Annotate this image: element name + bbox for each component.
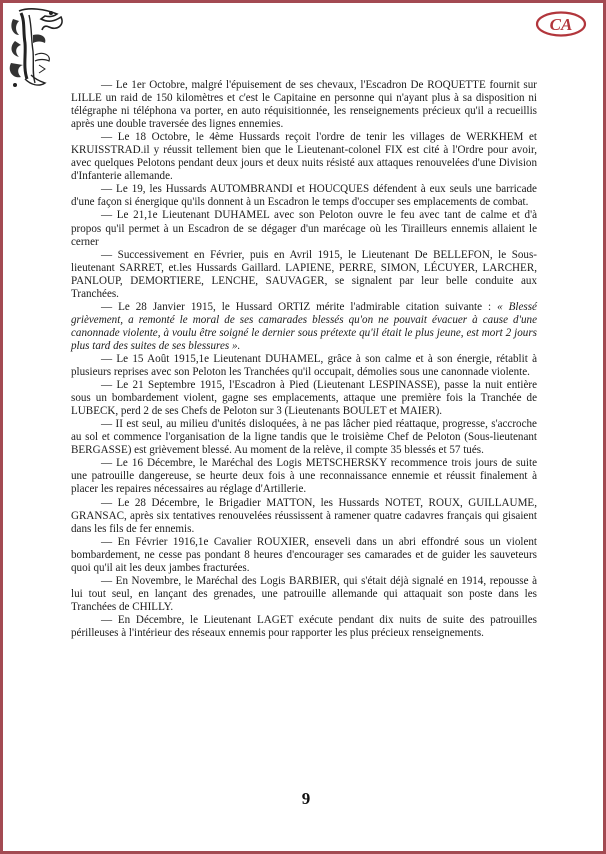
paragraph-10: — Le 16 Décembre, le Maréchal des Logis METSCHERSKY recommence trois jours de suite une patrouille dangereuse, se heurte deux fois à une reconnaissance ennemie et réussit finalement à placer les repaires nécessaires au réglage d'Artillerie.	[71, 457, 537, 496]
paragraph-11: — Le 28 Décembre, le Brigadier MATTON, les Hussards NOTET, ROUX, GUILLAUME, GRANSAC, après six tentatives renouvelées réussissent à ramener quatre cadavres français qui gisaient dans les fils de fer ennemis.	[71, 496, 537, 535]
paragraph-6	[71, 301, 537, 353]
ca-logo-badge	[535, 11, 587, 37]
paragraph-6-text: — Le 28 Janvier 1915, le Hussard ORTIZ mérite l'admirable citation suivante :	[101, 300, 492, 313]
paragraph-8: — Le 21 Septembre 1915, l'Escadron à Pied (Lieutenant LESPINASSE), passe la nuit entière sous un bombardement violent, gagne ses emplacements, attaque une première fois la Tranchée de LUBECK, perd 2 de ses Chefs de Peloton sur 3 (Lieutenants BOULET et MAIER).	[71, 379, 537, 418]
decorative-initial-icon	[5, 5, 75, 91]
paragraph-14: — En Décembre, le Lieutenant LAGET exécute pendant dix nuits de suite des patrouilles périlleuses à l'intérieur des réseaux ennemis pour rapporter les plus précieux renseignements.	[71, 613, 537, 639]
paragraph-9: — II est seul, au milieu d'unités disloquées, à ne pas lâcher pied réattaque, progresse, s'accroche au sol et commence l'organisation de la ligne tandis que le troisième Chef de Peloton (Sous-lieutenant BERGASSE) est grièvement blessé. Au moment de la relève, il compte 35 blessés et 57 tués.	[71, 418, 537, 457]
paragraph-3: — Le 19, les Hussards AUTOMBRANDI et HOUCQUES défendent à eux seuls une barricade d'une façon si énergique qu'ils donnent à un Escadron le temps d'occuper ses emplacements de combat.	[71, 183, 537, 209]
badge-text: CA	[549, 15, 573, 34]
paragraph-5: — Successivement en Février, puis en Avril 1915, le Lieutenant De BELLEFON, le Sous-lieutenant SARRET, et.les Hussards Gaillard. LAPIENE, PERRE, SIMON, LÉCUYER, LARCHER, PANLOUP, DEMORTIERE, LENCHE, SAUVAGER, se signalent par leur belle conduite aux Tranchées.	[71, 248, 537, 300]
citation-quote: « Blessé grièvement, a remonté le moral de ses camarades blessés qu'on ne pouvait évacuer à cause d'une canonnade violente, à voulu être soigné le dernier sous prétexte qu'il était le plus jeune, est mort 2 jours plus tard des suites de ses blessures ».	[71, 300, 537, 352]
body-text	[71, 79, 537, 640]
paragraph-7: — Le 15 Août 1915,1e Lieutenant DUHAMEL, grâce à son calme et à son énergie, rétablit à plusieurs reprises avec son Peloton les Tranchées qu'il occupait, démolies sous une canonnade violente.	[71, 352, 537, 379]
page-number: 9	[301, 789, 311, 808]
paragraph-4: — Le 21,1e Lieutenant DUHAMEL avec son Peloton ouvre le feu avec tant de calme et d'à propos qu'il permet à un Escadron de se dégager d'un marécage où les Tirailleurs ennemis allaient le cerner	[71, 209, 537, 248]
paragraph-2: — Le 18 Octobre, le 4ème Hussards reçoit l'ordre de tenir les villages de WERKHEM et KRUISSTRAD.il y réussit tellement bien que le Lieutenant-colonel FIX est cité à l'Ordre pour avoir, avec quelques Pelotons pendant deux jours et deux nuits résisté aux attaques renouvelées d'une Division d'Infanterie allemande.	[71, 131, 537, 183]
paragraph-12: — En Février 1916,1e Cavalier ROUXIER, enseveli dans un abri effondré sous un violent bombardement, ne cesse pas pondant 8 heures d'encourager ses camarades et de guider les sauveteurs quoi qu'il ait les deux jambes fracturées.	[71, 535, 537, 574]
paragraph-1: — Le 1er Octobre, malgré l'épuisement de ses chevaux, l'Escadron De ROQUETTE fournit sur LILLE un raid de 150 kilomètres et c'est le Capitaine en personne qui n'ayant plus à sa disposition ni télégraphe ni téléphona va porter, en auto réquisitionnée, les renseignements précieux qu'il a recueillis après une double traversée des lignes ennemies.	[71, 79, 537, 131]
paragraph-13: — En Novembre, le Maréchal des Logis BARBIER, qui s'était déjà signalé en 1914, repousse à lui tout seul, en lançant des grenades, une patrouille allemande qui attaquait son poste dans les Tranchées de CHILLY.	[71, 574, 537, 613]
